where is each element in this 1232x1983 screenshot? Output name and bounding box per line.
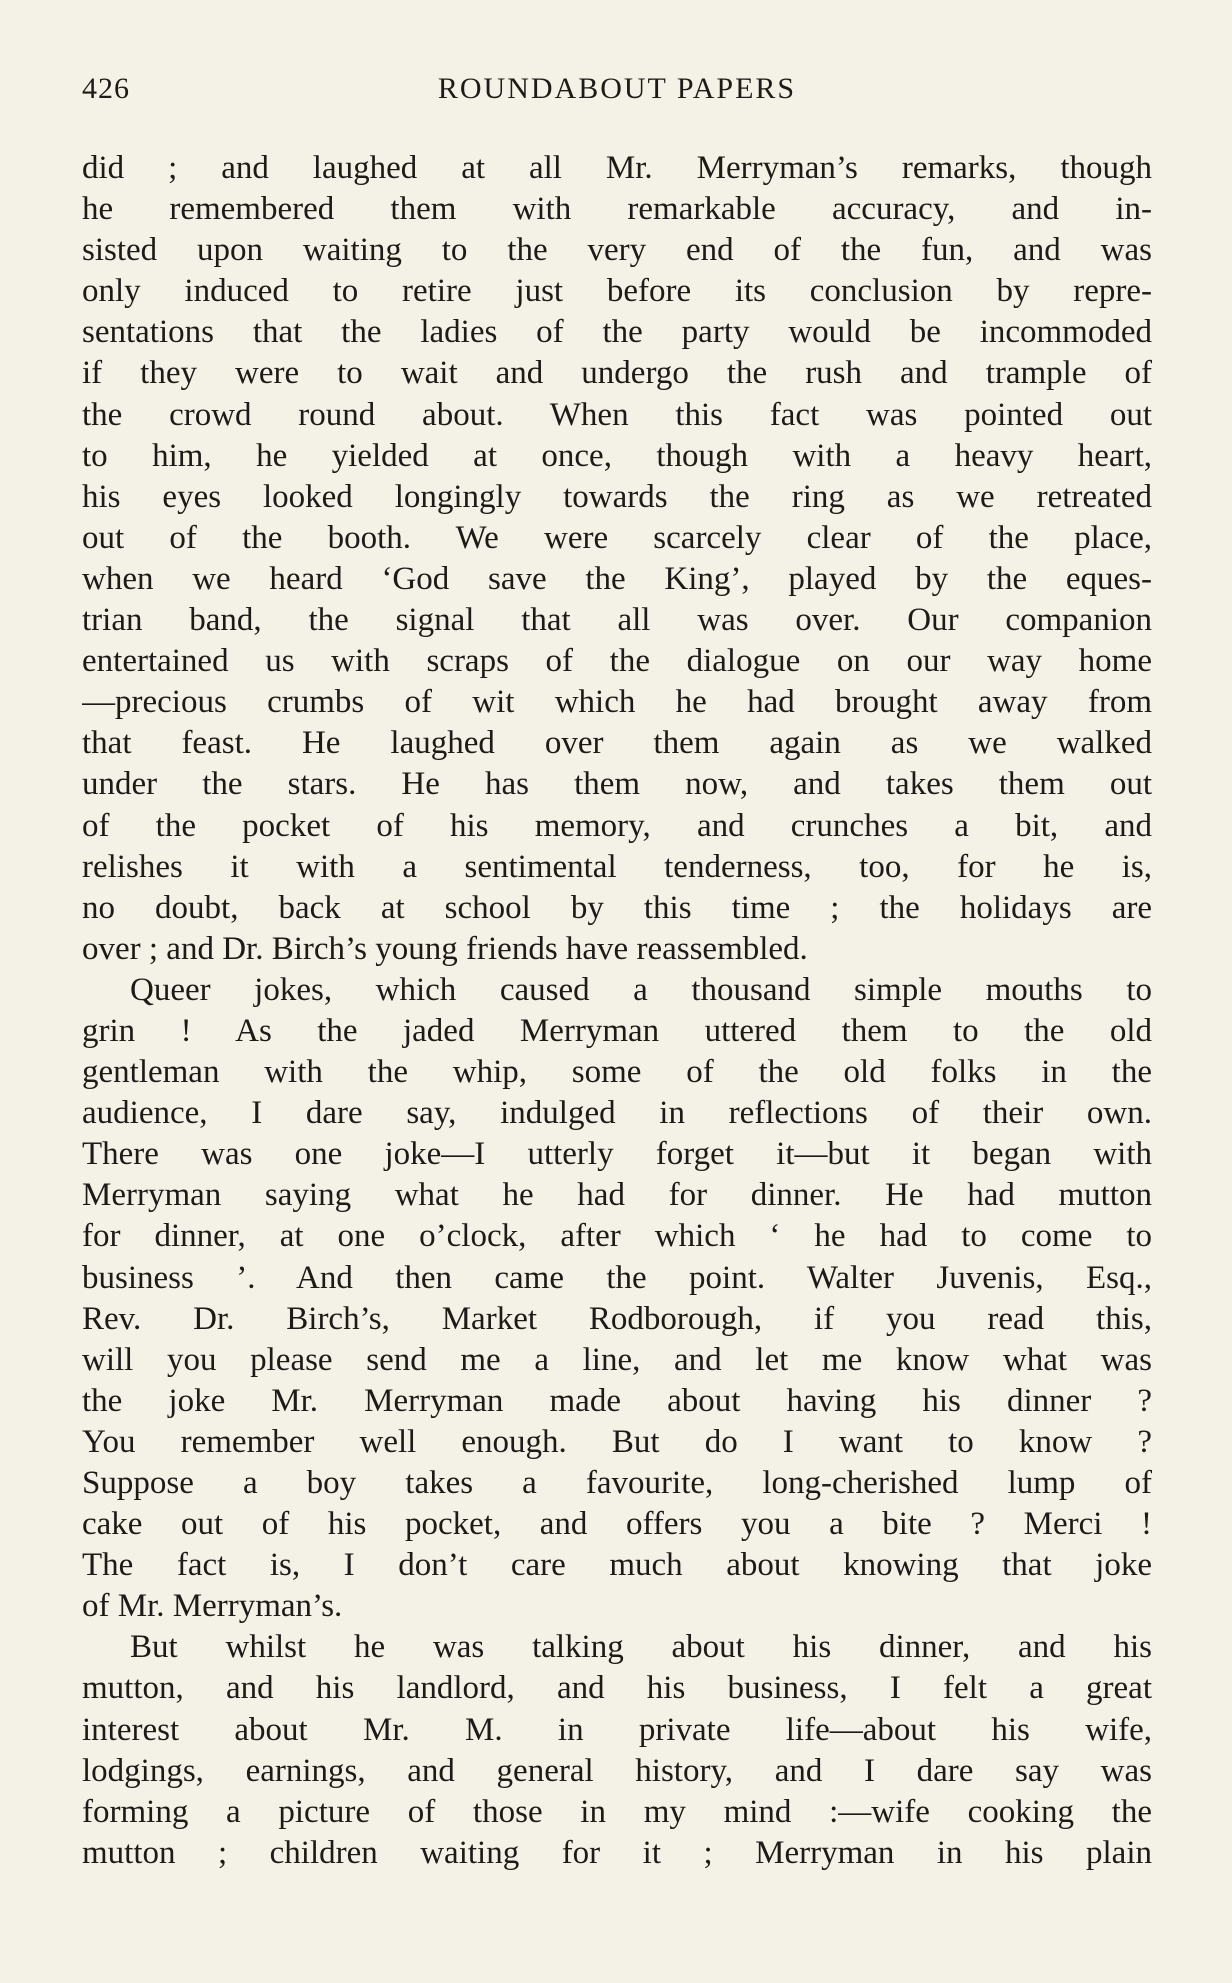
text-line: he remembered them with remarkable accuracy, and in- bbox=[82, 191, 1152, 228]
text-line: the joke Mr. Merryman made about having his dinner ? bbox=[82, 1382, 1152, 1419]
text-line: There was one joke—I utterly forget it—but it began with bbox=[82, 1136, 1152, 1173]
text-line: to him, he yielded at once, though with a heavy heart, bbox=[82, 437, 1152, 474]
text-line: entertained us with scraps of the dialogue on our way home bbox=[82, 643, 1152, 680]
text-line: if they were to wait and undergo the rush and trample of bbox=[82, 355, 1152, 392]
text-line: sisted upon waiting to the very end of the fun, and was bbox=[82, 232, 1152, 269]
text-line: grin ! As the jaded Merryman uttered them to the old bbox=[82, 1012, 1152, 1049]
text-line: the crowd round about. When this fact was pointed out bbox=[82, 396, 1152, 433]
text-line: mutton, and his landlord, and his business, I felt a great bbox=[82, 1670, 1152, 1707]
text-line: interest about Mr. M. in private life—about his wife, bbox=[82, 1711, 1152, 1748]
page-header bbox=[82, 72, 1152, 112]
text-line: out of the booth. We were scarcely clear of the place, bbox=[82, 519, 1152, 556]
text-line: Merryman saying what he had for dinner. He had mutton bbox=[82, 1177, 1152, 1214]
text-line: —precious crumbs of wit which he had brought away from bbox=[82, 684, 1152, 721]
text-line: trian band, the signal that all was over. Our companion bbox=[82, 602, 1152, 639]
text-line: sentations that the ladies of the party would be incommoded bbox=[82, 314, 1152, 351]
text-line: cake out of his pocket, and offers you a bite ? Merci ! bbox=[82, 1506, 1152, 1543]
text-line: did ; and laughed at all Mr. Merryman’s remarks, though bbox=[82, 150, 1152, 186]
text-line: under the stars. He has them now, and takes them out bbox=[82, 766, 1152, 803]
running-head: ROUNDABOUT PAPERS bbox=[437, 72, 797, 105]
text-line: Rev. Dr. Birch’s, Market Rodborough, if you read this, bbox=[82, 1300, 1152, 1337]
text-line: audience, I dare say, indulged in reflections of their own. bbox=[82, 1095, 1152, 1132]
text-line: that feast. He laughed over them again as we walked bbox=[82, 725, 1152, 762]
text-line: of the pocket of his memory, and crunches a bit, and bbox=[82, 807, 1152, 844]
body-text bbox=[82, 148, 1152, 1874]
page-number: 426 bbox=[82, 72, 130, 105]
text-line: mutton ; children waiting for it ; Merryman in his plain bbox=[82, 1834, 1152, 1871]
text-line: of Mr. Merryman’s. bbox=[82, 1588, 343, 1625]
text-line: will you please send me a line, and let me know what was bbox=[82, 1341, 1152, 1378]
text-line: over ; and Dr. Birch’s young friends have reassembled. bbox=[82, 930, 808, 967]
text-line: forming a picture of those in my mind :—wife cooking the bbox=[82, 1793, 1152, 1830]
text-line: Suppose a boy takes a favourite, long-cherished lump of bbox=[82, 1465, 1152, 1501]
text-line: business ’. And then came the point. Walter Juvenis, Esq., bbox=[82, 1259, 1152, 1296]
text-line: only induced to retire just before its conclusion by repre- bbox=[82, 273, 1152, 310]
text-line: his eyes looked longingly towards the ring as we retreated bbox=[82, 478, 1152, 515]
text-line: relishes it with a sentimental tenderness, too, for he is, bbox=[82, 848, 1152, 885]
text-line: no doubt, back at school by this time ; the holidays are bbox=[82, 889, 1152, 926]
text-line: for dinner, at one o’clock, after which ‘ he had to come to bbox=[82, 1218, 1152, 1255]
text-line: lodgings, earnings, and general history, and I dare say was bbox=[82, 1752, 1152, 1789]
text-line: when we heard ‘God save the King’, played by the eques- bbox=[82, 560, 1152, 597]
text-line: gentleman with the whip, some of the old folks in the bbox=[82, 1054, 1152, 1091]
text-line: But whilst he was talking about his dinner, and his bbox=[130, 1629, 1152, 1666]
text-line: You remember well enough. But do I want to know ? bbox=[82, 1423, 1152, 1460]
text-line: The fact is, I don’t care much about knowing that joke bbox=[82, 1547, 1152, 1584]
text-line: Queer jokes, which caused a thousand simple mouths to bbox=[130, 971, 1152, 1008]
